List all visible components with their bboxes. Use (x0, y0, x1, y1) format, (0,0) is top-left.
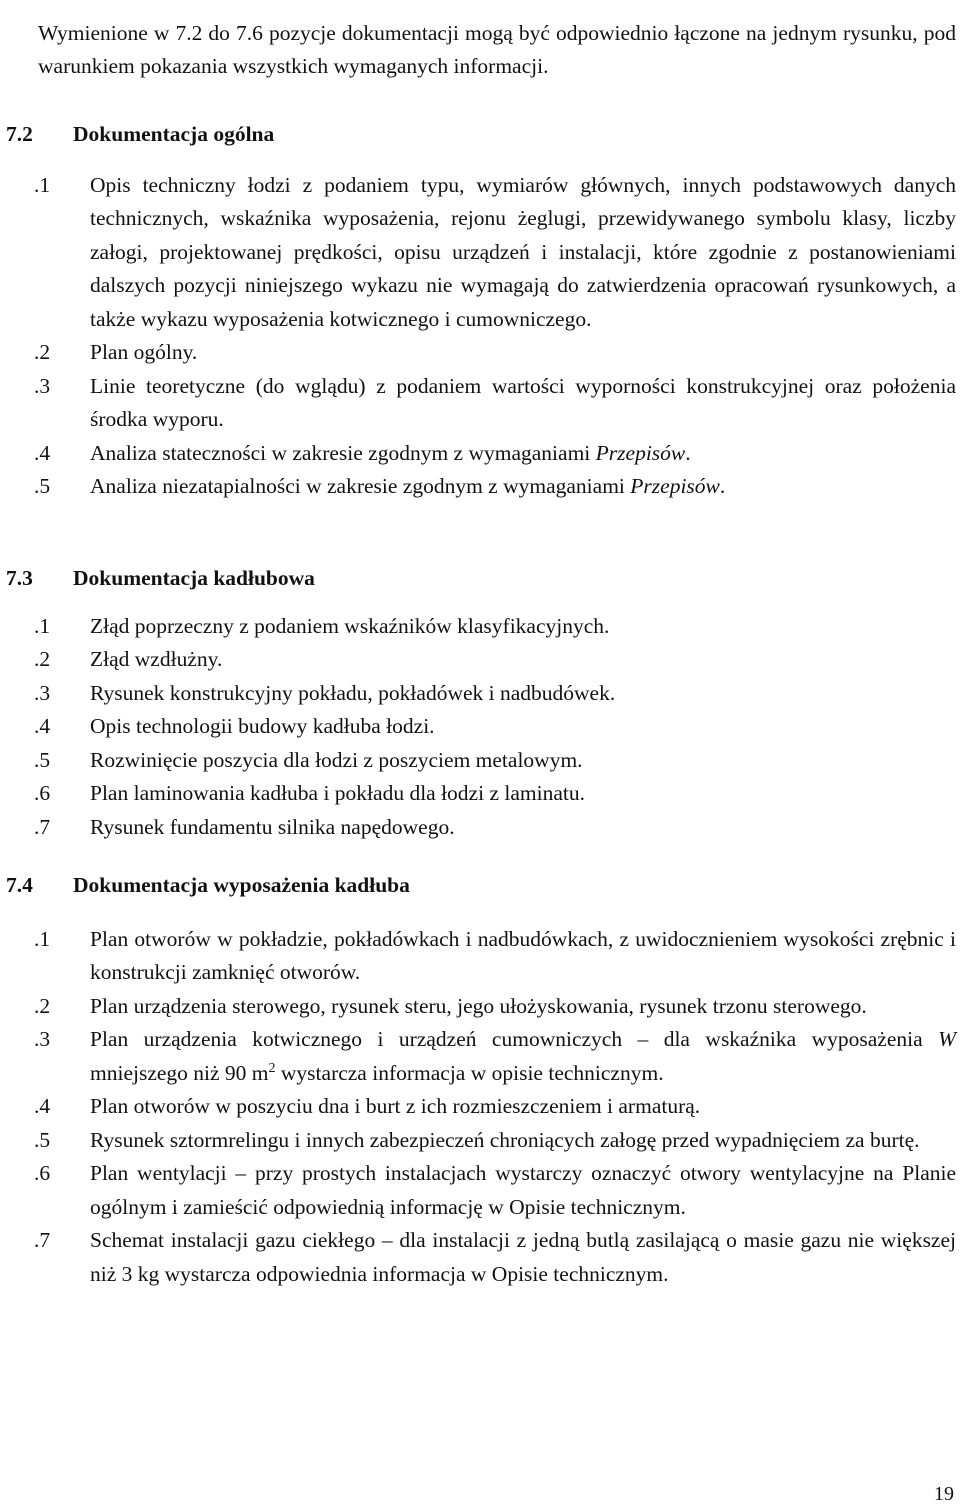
item-text-italic: Przepisów (595, 440, 686, 465)
section-title: Dokumentacja ogólna (73, 122, 275, 146)
item-marker: .3 (34, 1027, 51, 1051)
item-text (90, 470, 956, 504)
list-item (6, 777, 956, 811)
item-text: Schemat instalacji gazu ciekłego – dla instalacji z jedną butlą zasilającą o masie gazu nie większej niż 3 kg wystarcza odpowiednia informacja w Opisie technicznym. (90, 1228, 956, 1286)
item-text: Złąd poprzeczny z podaniem wskaźników klasyfikacyjnych. (90, 613, 610, 638)
item-marker: .7 (34, 1228, 51, 1252)
superscript: 2 (268, 1060, 276, 1076)
item-text: Plan ogólny. (90, 340, 198, 364)
list-item (6, 990, 956, 1024)
list-item (6, 811, 956, 845)
section-7-2 (6, 118, 956, 504)
item-marker: .5 (34, 747, 51, 772)
item-text (90, 437, 956, 471)
item-text (90, 1023, 956, 1090)
item-marker: .1 (34, 172, 51, 197)
section-7-3 (6, 562, 956, 844)
section-number: 7.4 (6, 873, 33, 897)
item-text-main: Analiza niezatapialności w zakresie zgodnym z wymaganiami (90, 474, 631, 498)
item-marker: .5 (34, 474, 51, 498)
item-text: Plan otworów w pokładzie, pokładówkach i nadbudówkach, z uwidocznieniem wysokości zrębnic i konstrukcji zamknięć otworów. (90, 926, 956, 984)
section-7-4 (6, 869, 956, 1291)
item-text-after-2: wystarcza informacja w opisie technicznym. (275, 1060, 664, 1085)
list-item (6, 1124, 956, 1158)
list-item (6, 1224, 956, 1291)
item-marker: .5 (34, 1127, 51, 1152)
item-marker: .4 (34, 440, 51, 465)
list-item (6, 643, 956, 677)
item-text-italic: Przepisów (630, 474, 720, 498)
section-title: Dokumentacja wyposażenia kadłuba (73, 873, 410, 897)
list-item (6, 710, 956, 744)
item-text: Plan otworów w poszyciu dna i burt z ich rozmieszczeniem i armaturą. (90, 1094, 701, 1118)
item-text: Rysunek sztormrelingu i innych zabezpieczeń chroniących załogę przed wypadnięciem za burtę. (90, 1127, 920, 1152)
item-text: Rysunek konstrukcyjny pokładu, pokładówek i nadbudówek. (90, 680, 616, 705)
item-marker: .6 (34, 1161, 51, 1185)
list-item (6, 1157, 956, 1224)
list-item (6, 744, 956, 778)
item-text-after: . (719, 474, 726, 498)
list-item (6, 610, 956, 644)
list-item (6, 677, 956, 711)
item-text: Rysunek fundamentu silnika napędowego. (90, 814, 455, 839)
item-marker: .6 (34, 781, 51, 805)
list-item (6, 470, 956, 504)
list-item (6, 370, 956, 437)
item-text: Plan laminowania kadłuba i pokładu dla łodzi z laminatu. (90, 781, 585, 805)
item-text-main: Plan urządzenia kotwicznego i urządzeń cumowniczych – dla wskaźnika wyposażenia (90, 1027, 939, 1051)
item-list (6, 923, 956, 1292)
section-number: 7.3 (6, 566, 33, 590)
item-list (6, 610, 956, 845)
item-text: Plan urządzenia sterowego, rysunek steru, jego ułożyskowania, rysunek trzonu sterowego. (90, 993, 867, 1018)
page-number: 19 (934, 1483, 954, 1505)
section-heading (6, 118, 956, 152)
item-marker: .3 (34, 680, 51, 705)
list-item (6, 1023, 956, 1090)
list-item (6, 437, 956, 471)
item-text: Opis techniczny łodzi z podaniem typu, wymiarów głównych, innych podstawowych danych technicznych, wskaźnika wyposażenia, rejonu żeglugi, przewidywanego symbolu klasy, liczby załogi, projektowanej prędkości, opisu urządzeń i instalacji, które zgodnie z postanowieniami dalszych pozycji niniejszego wykazu nie wymagają do zatwierdzenia opracowań rysunkowych, a także wykazu wyposażenia kotwicznego i cumowniczego. (90, 172, 956, 331)
item-text-after: mniejszego niż 90 m (90, 1060, 269, 1085)
item-text-after: . (685, 440, 691, 465)
item-marker: .3 (34, 373, 51, 398)
intro-paragraph: Wymienione w 7.2 do 7.6 pozycje dokumentacji mogą być odpowiednio łączone na jednym rysunku, pod warunkiem pokazania wszystkich wymaganych informacji. (38, 20, 956, 78)
section-number: 7.2 (6, 122, 33, 146)
item-marker: .2 (34, 647, 51, 671)
item-marker: .7 (34, 814, 51, 839)
list-item (6, 336, 956, 370)
item-text: Opis technologii budowy kadłuba łodzi. (90, 714, 435, 738)
item-marker: .4 (34, 1094, 51, 1118)
section-heading (6, 562, 956, 596)
item-marker: .2 (34, 993, 51, 1018)
item-marker: .4 (34, 714, 51, 738)
item-marker: .2 (34, 340, 51, 364)
item-text-italic: W (938, 1027, 956, 1051)
item-text: Złąd wzdłużny. (90, 647, 223, 671)
section-title: Dokumentacja kadłubowa (73, 566, 315, 590)
item-list (6, 169, 956, 504)
section-heading (6, 869, 956, 903)
item-text: Plan wentylacji – przy prostych instalacjach wystarczy oznaczyć otwory wentylacyjne na Planie ogólnym i zamieścić odpowiednią informację w Opisie technicznym. (90, 1161, 956, 1219)
item-marker: .1 (34, 926, 51, 951)
item-text: Linie teoretyczne (do wglądu) z podaniem wartości wyporności konstrukcyjnej oraz położenia środka wyporu. (90, 373, 956, 431)
list-item (6, 1090, 956, 1124)
item-text-main: Analiza stateczności w zakresie zgodnym z wymaganiami (90, 440, 596, 465)
item-marker: .1 (34, 613, 51, 638)
list-item (6, 923, 956, 990)
item-text: Rozwinięcie poszycia dla łodzi z poszyciem metalowym. (90, 747, 583, 772)
list-item (6, 169, 956, 337)
